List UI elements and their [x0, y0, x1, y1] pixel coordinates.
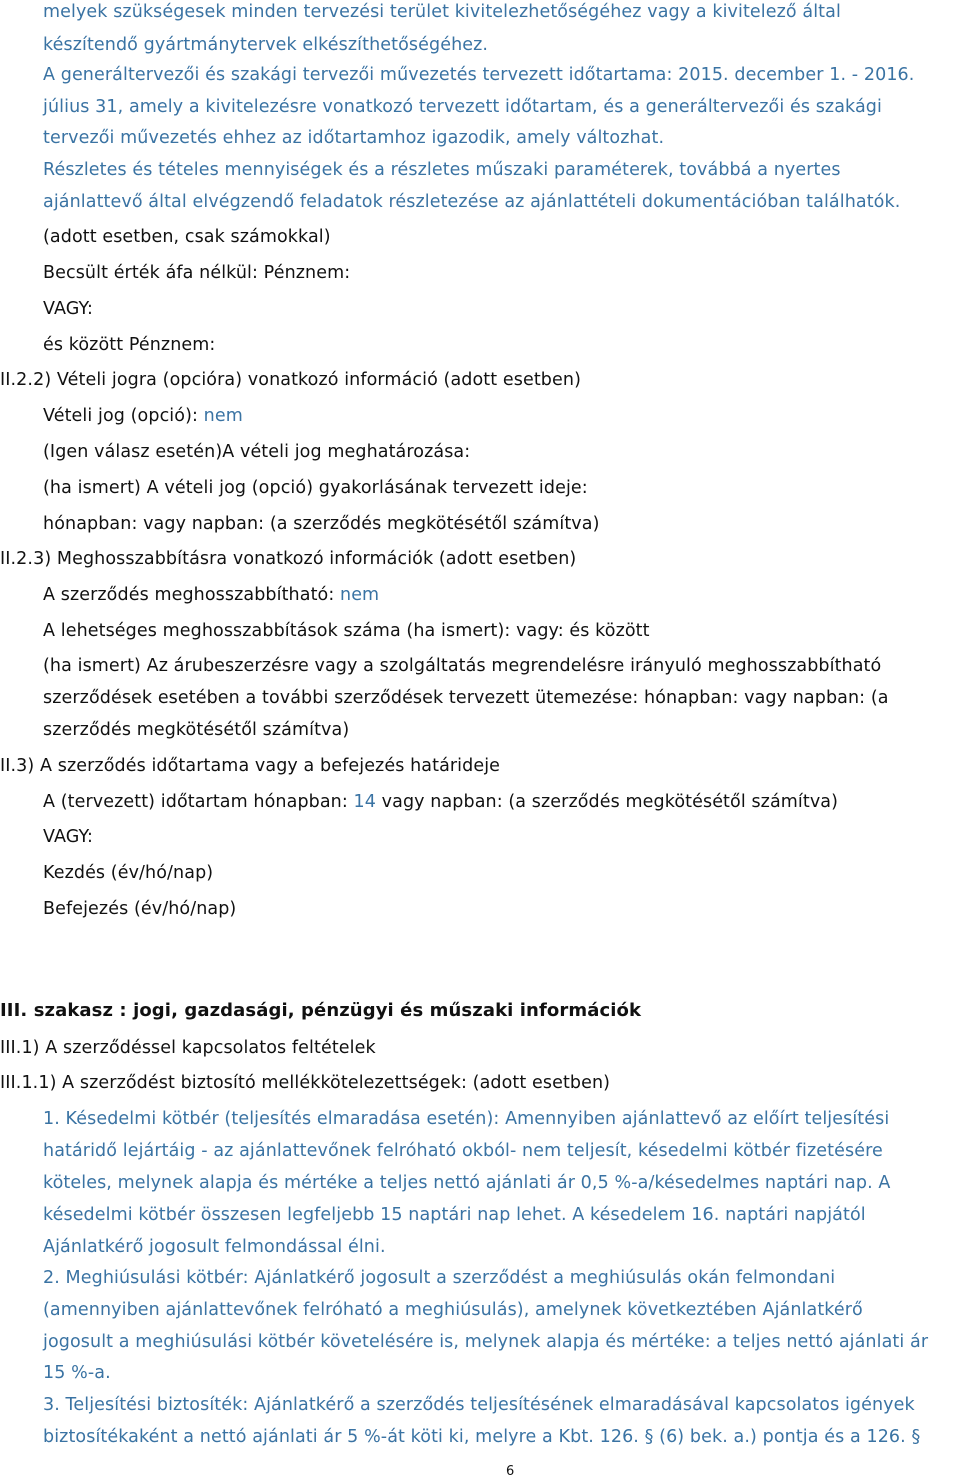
- planned-duration: [43, 791, 838, 813]
- duration-end: Befejezés (év/hó/nap): [43, 899, 237, 919]
- section-sub11: III.1.1) A szerződést biztosító mellékkötelezettségek: (adott esetben): [0, 1073, 611, 1093]
- intro-line: ajánlattevő által elvégzendő feladatok részletezése az ajánlattételi dokumentációban találhatók.: [43, 192, 901, 212]
- item1-line: határidő lejártáig - az ajánlattevőnek felróható okból- nem teljesít, késedelmi kötbér fizetésére: [43, 1141, 883, 1161]
- or-label: VAGY:: [43, 299, 93, 319]
- renewable-row: [43, 584, 379, 606]
- option-duration: hónapban: vagy napban: (a szerződés megkötésétől számítva): [43, 514, 600, 534]
- section-sub1: III.1) A szerződéssel kapcsolatos feltételek: [0, 1038, 376, 1058]
- estimated-value: Becsült érték áfa nélkül: Pénznem:: [43, 263, 351, 283]
- intro-line: tervezői művezetés ehhez az időtartamhoz igazodik, amely változhat.: [43, 128, 665, 148]
- intro-line: A generáltervezői és szakági tervezői művezetés tervezett időtartama: 2015. december 1. - 2016.: [43, 65, 915, 85]
- option-schedule: (ha ismert) A vételi jog (opció) gyakorlásának tervezett ideje:: [43, 478, 588, 498]
- page-number: 6: [506, 1464, 515, 1479]
- renewal-schedule-line: szerződések esetében a további szerződések tervezett ütemezése: hónapban: vagy napban: (a: [43, 688, 889, 708]
- renewal-count: A lehetséges meghosszabbítások száma (ha ismert): vagy: és között: [43, 621, 650, 641]
- planned-prefix: A (tervezett) időtartam hónapban:: [43, 792, 354, 812]
- option-label: Vételi jog (opció):: [43, 406, 204, 426]
- intro-line: Részletes és tételes mennyiségek és a részletes műszaki paraméterek, továbbá a nyertes: [43, 160, 841, 180]
- intro-line: melyek szükségesek minden tervezési terület kivitelezhetőségéhez vagy a kivitelező által: [43, 2, 841, 22]
- option-row: [43, 405, 243, 427]
- item1-line: köteles, melynek alapja és mértéke a teljes nettó ajánlati ár 0,5 %-a/késedelmes naptári nap. A: [43, 1173, 891, 1193]
- item1-line: késedelmi kötbér összesen legfeljebb 15 naptári nap lehet. A késedelem 16. naptári napjától: [43, 1205, 866, 1225]
- duration-start: Kezdés (év/hó/nap): [43, 863, 214, 883]
- between-label: és között Pénznem:: [43, 335, 216, 355]
- item3-line: biztosítékaként a nettó ajánlati ár 5 %-át köti ki, melyre a Kbt. 126. § (6) bek. a.) pontja és a 126. §: [43, 1427, 921, 1447]
- item1-line: 1. Késedelmi kötbér (teljesítés elmaradása esetén): Amennyiben ajánlattevő az előírt teljesítési: [43, 1109, 890, 1129]
- renewable-label: A szerződés meghosszabbítható:: [43, 585, 340, 605]
- item2-line: (amennyiben ajánlattevőnek felróható a meghiúsulás), amelynek következtében Ajánlatkérő: [43, 1300, 863, 1320]
- item2-line: jogosult a meghiúsulási kötbér követelésére is, melynek alapja és mértéke: a teljes nettó ajánlati ár: [43, 1332, 929, 1352]
- item3-line: 3. Teljesítési biztosíték: Ajánlatkérő a szerződés teljesítésének elmaradásával kapcsolatos igények: [43, 1395, 915, 1415]
- item2-line: 15 %-a.: [43, 1363, 111, 1383]
- option-value: nem: [203, 406, 243, 426]
- renewal-schedule-line: szerződés megkötésétől számítva): [43, 720, 350, 740]
- option-definition: (Igen válasz esetén)A vételi jog meghatározása:: [43, 442, 471, 462]
- planned-suffix: vagy napban: (a szerződés megkötésétől számítva): [376, 792, 839, 812]
- options-heading: II.2.2) Vételi jogra (opcióra) vonatkozó információ (adott esetben): [0, 370, 582, 390]
- renewals-heading: II.2.3) Meghosszabbításra vonatkozó információk (adott esetben): [0, 549, 577, 569]
- item2-line: 2. Meghiúsulási kötbér: Ajánlatkérő jogosult a szerződést a meghiúsulás okán felmondani: [43, 1268, 836, 1288]
- renewal-schedule-line: (ha ismert) Az árubeszerzésre vagy a szolgáltatás megrendelésre irányuló meghosszabbítható: [43, 656, 882, 676]
- renewable-value: nem: [340, 585, 380, 605]
- duration-or: VAGY:: [43, 827, 93, 847]
- quantity-note: (adott esetben, csak számokkal): [43, 227, 331, 247]
- intro-line: készítendő gyártmánytervek elkészíthetőségéhez.: [43, 35, 489, 55]
- intro-line: július 31, amely a kivitelezésre vonatkozó tervezett időtartam, és a generáltervezői és szakági: [43, 97, 882, 117]
- section-title: III. szakasz : jogi, gazdasági, pénzügyi és műszaki információk: [0, 1000, 642, 1021]
- duration-heading: II.3) A szerződés időtartama vagy a befejezés határideje: [0, 756, 501, 776]
- item1-line: Ajánlatkérő jogosult felmondással élni.: [43, 1237, 386, 1257]
- planned-months: 14: [353, 792, 376, 812]
